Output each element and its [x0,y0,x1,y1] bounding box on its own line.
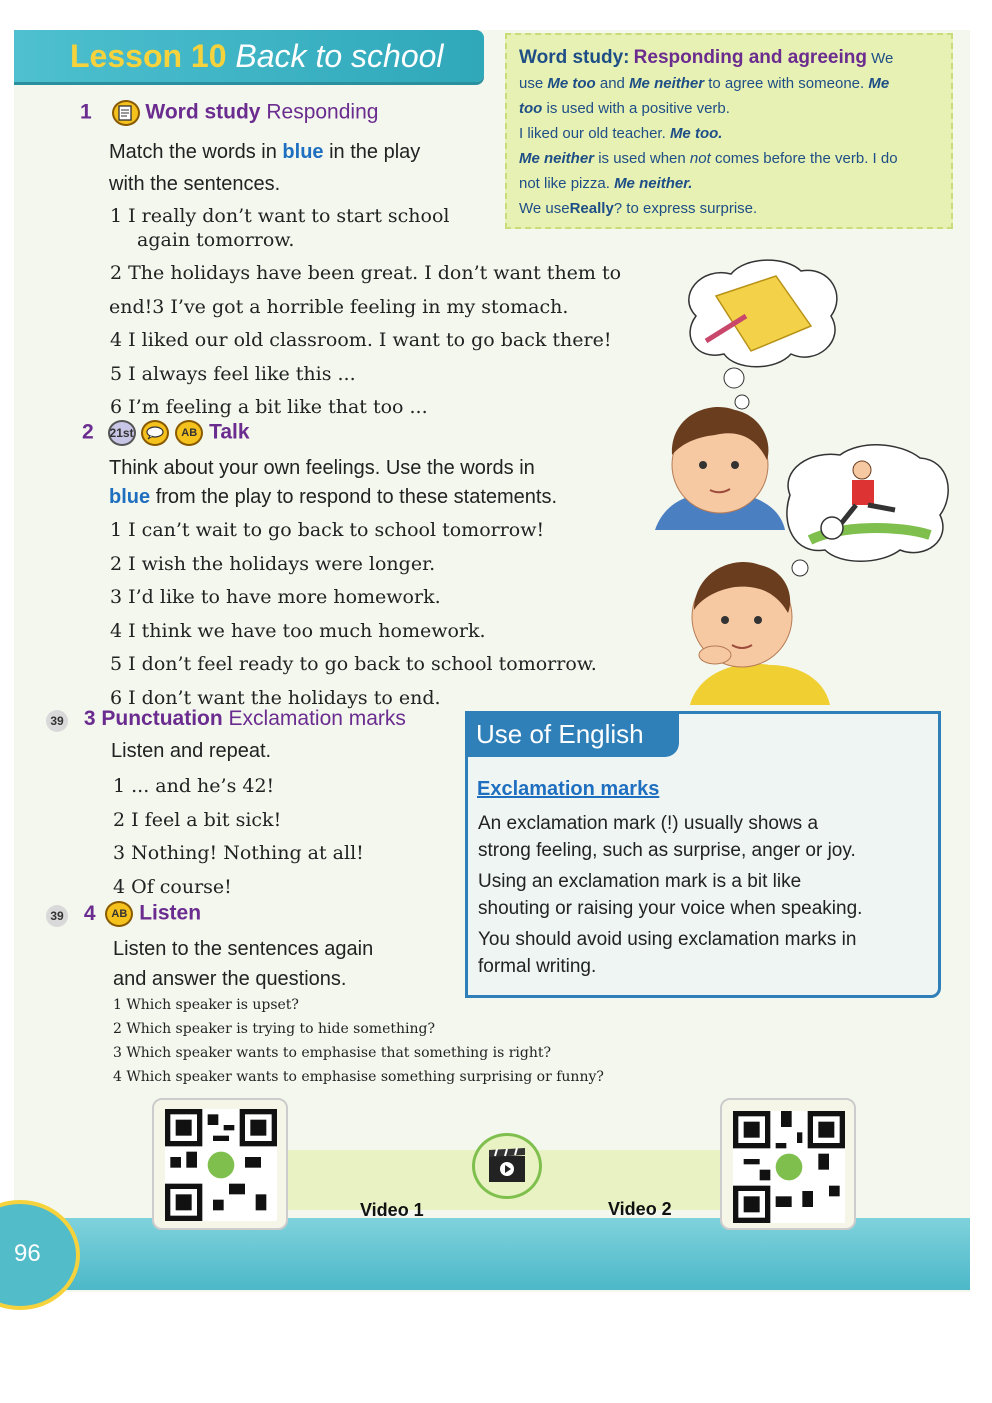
exercise-4-number: 4 [83,901,96,925]
word-study-text: too [519,100,543,117]
word-study-text: Me too [547,75,596,92]
body-text: strong feeling, such as surprise, anger or joy. [478,840,856,861]
list-item: 3 Which speaker wants to emphasise that something is right? [113,1045,551,1061]
blue-keyword: blue [109,486,151,508]
list-item: 1 I can’t wait to go back to school tomorrow! [110,519,545,541]
list-item: 3 Nothing! Nothing at all! [113,842,364,865]
lesson-header-bar [14,30,484,82]
body-text: shouting or raising your voice when speaking. [478,898,863,919]
exercise-4-heading [46,901,201,927]
lesson-number: Lesson 10 [70,38,227,74]
exercise-2-list [110,514,597,716]
list-item: 4 Which speaker wants to emphasise something surprising or funny? [113,1069,604,1085]
lesson-name: Back to school [235,38,444,74]
list-item: 2 I wish the holidays were longer. [110,552,436,575]
exercise-1-heading [80,100,378,126]
exercise-4-list [113,993,604,1089]
body-text: You should avoid using exclamation marks in [478,929,857,950]
notebook-icon [112,100,140,126]
blue-keyword: blue [282,141,324,163]
exercise-3-number: 3 [83,707,96,730]
exercise-2-instruction [109,454,557,512]
list-item: 3 I’d like to have more homework. [110,586,441,609]
word-study-heading-prefix: Word study: [519,47,630,68]
exercise-2-number: 2 [82,420,94,444]
qr-code-video-2[interactable] [720,1098,856,1230]
word-study-line4 [519,121,939,146]
list-item: 4 I think we have too much homework. [110,619,486,642]
use-of-english-tab [465,711,679,757]
page-number: 96 [14,1240,41,1267]
boy-illustration-bottom [680,555,830,705]
instruction-text: and answer the questions. [113,968,347,990]
use-of-english-box [465,711,941,998]
exercise-3-heading [46,707,406,732]
list-item: end!3 I’ve got a horrible feeling in my stomach. [109,295,569,318]
word-study-text: and [599,75,625,92]
instruction-text: Listen to the sentences again [113,938,374,960]
exercise-1-title: Word study [145,100,261,124]
exercise-4-instruction [113,934,373,994]
exercise-2-heading [82,420,250,446]
instruction-text: from the play to respond to these statements. [155,486,558,508]
lesson-title [70,38,444,75]
word-study-text: Me neither [629,75,705,92]
exercise-3-list [113,770,364,904]
list-item: 2 The holidays have been great. I don’t want them to [110,262,622,284]
instruction-text: with the sentences. [109,173,281,195]
word-study-text: comes before the verb. I do [714,150,898,167]
list-item: 1 I really don’t want to start school [110,205,450,227]
thought-bubble-notebook-illustration [676,256,846,416]
use-of-english-title: Use of English [476,719,644,749]
list-item: 2 I feel a bit sick! [113,808,282,831]
word-study-text: not [689,150,711,167]
exercise-1-subtitle: Responding [266,100,379,124]
list-item: 1 Which speaker is upset? [113,997,299,1013]
boy-illustration-top [655,395,785,530]
exercise-2-title: Talk [209,420,250,444]
list-item: again tomorrow. [137,228,295,251]
audio-track-badge[interactable]: 39 [46,710,68,732]
exercise-3-subtitle: Exclamation marks [228,707,406,730]
word-study-text: not like pizza. [519,175,610,192]
word-study-text: We use [519,200,570,217]
word-study-text: is used when [598,150,686,167]
exercise-1-list [110,200,621,425]
word-study-text: Me [868,75,890,92]
list-item: 6 I’m feeling a bit like that too ... [110,396,428,418]
word-study-text: use [519,75,544,92]
qr-code-video-1[interactable] [152,1098,288,1230]
body-text: An exclamation mark (!) usually shows a [478,813,819,834]
word-study-text: Me neither [519,150,595,167]
list-item: 2 Which speaker is trying to hide something? [113,1021,435,1037]
activity-book-badge: AB [175,420,203,446]
speech-bubble-icon [141,420,169,446]
body-text: Using an exclamation mark is a bit like [478,871,802,892]
list-item: 5 I don’t feel ready to go back to school tomorrow. [110,653,597,676]
word-study-text: is used with a positive verb. [546,100,730,117]
word-study-text: Really [569,200,614,217]
instruction-text: Think about your own feelings. Use the words in [109,457,535,479]
audio-track-badge[interactable]: 39 [46,905,68,927]
word-study-text: Me too. [669,125,723,142]
list-item: 5 I always feel like this ... [110,362,356,385]
21st-century-badge: 21st [108,420,136,446]
word-study-text: Me neither. [614,175,693,192]
word-study-line3 [519,96,939,121]
word-study-line1 [519,45,939,71]
word-study-text: ? to express surprise. [613,200,758,217]
video-2-label[interactable]: Video 2 [608,1199,672,1219]
instruction-text: Match the words in [109,141,277,163]
word-study-line5 [519,146,939,171]
video-play-icon[interactable] [472,1133,542,1199]
word-study-line2 [519,71,939,96]
exercise-4-title: Listen [139,901,202,925]
video-1-label[interactable]: Video 1 [360,1200,424,1220]
activity-book-badge: AB [105,901,133,927]
list-item: 4 I liked our old classroom. I want to go back there! [110,329,612,351]
use-of-english-subheading: Exclamation marks [477,778,660,800]
instruction-text: in the play [329,141,421,163]
use-of-english-body [478,810,862,980]
word-study-heading: Responding and agreeing [633,47,867,68]
list-item: 4 Of course! [113,875,232,898]
word-study-text: We [871,50,894,67]
list-item: 1 ... and he’s 42! [113,775,275,797]
exercise-1-number: 1 [80,100,92,124]
word-study-text: I liked our old teacher. [519,125,666,142]
exercise-3-instruction: Listen and repeat. [111,740,272,762]
body-text: formal writing. [478,956,597,977]
word-study-line6 [519,171,939,196]
exercise-3-title: Punctuation [101,707,223,730]
exercise-1-instruction [109,136,420,200]
list-item: 6 I don’t want the holidays to end. [110,686,441,709]
word-study-text: to agree with someone. [708,75,865,92]
